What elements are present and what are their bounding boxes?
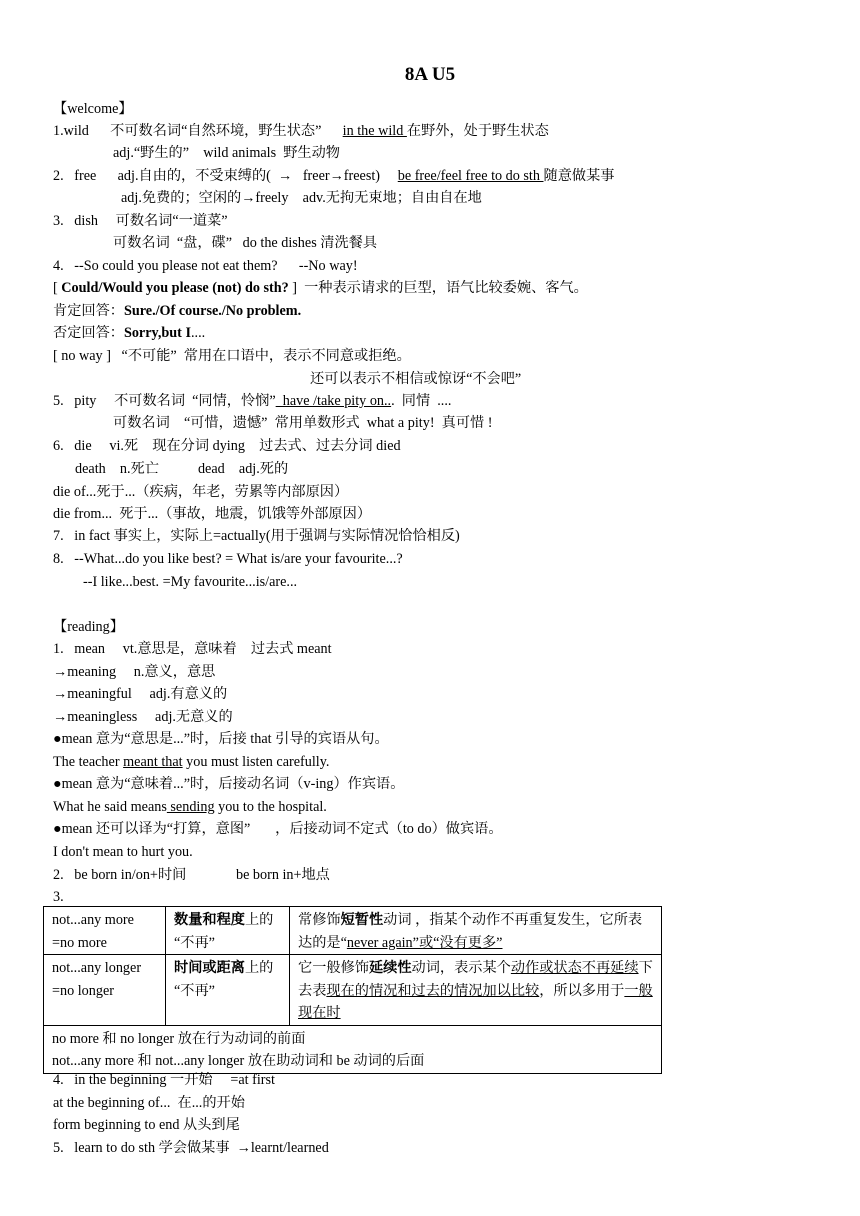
beginning-line-1: 4. in the beginning 一开始 =at first — [53, 1072, 275, 1088]
table-row — [44, 1025, 662, 1073]
table-cell — [44, 907, 166, 955]
cell-text: 上的 — [244, 960, 274, 976]
cell-line: not...any more 和 not...any longer 放在助动词和 be 动词的后面 — [52, 1053, 425, 1069]
negative-answers: Sorry,but I — [123, 325, 191, 341]
comparison-table — [43, 906, 662, 1074]
cell-text: 动词，表示某个 — [411, 960, 511, 976]
cell-line: not...any longer — [52, 960, 142, 976]
pity-phrase: have /take pity on.. — [275, 393, 392, 409]
cell-line: not...any more — [52, 912, 134, 928]
noway-line-2: 还可以表示不相信或惊讶“不会吧” — [310, 371, 522, 387]
free-phrase: be free/feel free to do sth — [397, 168, 544, 184]
positive-label: 肯定回答： — [53, 303, 124, 319]
wild-phrase: in the wild — [342, 123, 407, 139]
table-cell — [290, 907, 662, 955]
die-line-2: death n.死亡 dead adj.死的 — [75, 461, 289, 477]
die-line-3: die of...死于...（疾病，年老，劳累等内部原因） — [53, 484, 349, 500]
cell-text: 上的 — [244, 912, 274, 928]
wild-line-1 — [53, 122, 549, 140]
cell-line: =no more — [52, 934, 107, 951]
item-number-3: 3. — [53, 889, 64, 905]
positive-answers: Sure./Of course./No problem. — [123, 303, 302, 319]
table-cell — [166, 907, 290, 955]
mean-line-3: →meaningful adj.有意义的 — [53, 686, 228, 702]
noway-line-1: [ no way ] “不可能” 常用在口语中，表示不同意或拒绝。 — [53, 348, 411, 364]
mean-line-9: ●mean 还可以译为“打算，意图” ，后接动词不定式（to do）做宾语。 — [53, 821, 503, 837]
mean-line-10: I don't mean to hurt you. — [53, 844, 193, 860]
die-line-4: die from... 死于...（事故，地震，饥饿等外部原因） — [53, 506, 372, 522]
free-line-1 — [53, 167, 614, 185]
free-line-2: adj.免费的；空闲的→freely adv.无拘无束地；自由自在地 — [121, 190, 482, 206]
negative-ellipsis: .... — [190, 325, 206, 341]
example-rest: you must listen carefully. — [182, 754, 330, 770]
favourite-line-1: 8. --What...do you like best? = What is/are your favourite...? — [53, 551, 403, 567]
cell-line: =no longer — [52, 982, 114, 999]
mean-line-6 — [53, 753, 329, 771]
example-key: meant that — [123, 754, 183, 770]
page-title: 8A U5 — [404, 64, 456, 85]
example-text: The teacher — [53, 754, 124, 770]
negative-label: 否定回答： — [53, 325, 124, 341]
cell-line: no more 和 no longer 放在行为动词的前面 — [52, 1030, 306, 1047]
underlined-text: 一般现在时 — [298, 982, 653, 1021]
table-cell — [290, 955, 662, 1026]
bracket-open: [ — [53, 280, 62, 296]
bold-term: 数量和程度 — [174, 912, 245, 928]
mean-line-2: →meaning n.意义，意思 — [53, 664, 216, 680]
cell-text: 它一般修饰 — [298, 960, 369, 976]
could-pattern: Could/Would you please (not) do sth? — [61, 280, 289, 296]
table-row — [44, 955, 662, 1026]
mean-line-7: ●mean 意为“意味着...”时，后接动名词（v-ing）作宾语。 — [53, 776, 405, 792]
mean-line-1: 1. mean vt.意思是，意味着 过去式 meant — [53, 641, 332, 657]
underlined-text: 动作或状态不再延续 — [510, 960, 639, 976]
bold-term: 短暂性 — [340, 912, 384, 928]
pity-line-2: 可数名词 “可惜，遗憾” 常用单数形式 what a pity! 真可惜 ! — [113, 415, 493, 431]
beginning-line-2: at the beginning of... 在...的开始 — [53, 1095, 245, 1111]
table-cell — [166, 955, 290, 1026]
section-header-welcome: 【welcome】 — [53, 101, 133, 117]
pity-meaning: . 同情 .... — [391, 393, 452, 409]
die-line-1: 6. die vi.死 现在分词 dying 过去式、过去分词 died — [53, 438, 401, 454]
wild-line-2: adj.“野生的” wild animals 野生动物 — [113, 145, 340, 161]
example-rest: you to the hospital. — [214, 799, 327, 815]
underlined-text: never again”或“没有更多” — [346, 934, 503, 951]
learn-line: 5. learn to do sth 学会做某事 →learnt/learned — [53, 1140, 329, 1156]
mean-line-8 — [53, 798, 327, 816]
mean-line-4: →meaningless adj.无意义的 — [53, 709, 233, 725]
free-text: 2. free adj.自由的，不受束缚的( → freer→freest) — [53, 168, 398, 184]
underlined-text: 现在的情况和过去的情况加以比较 — [326, 982, 540, 999]
pity-text: 5. pity 不可数名词 “同情，怜悯” — [53, 393, 276, 409]
bold-term: 延续性 — [368, 960, 412, 976]
table-cell — [44, 1025, 662, 1073]
could-line-3 — [53, 302, 301, 320]
favourite-line-2: --I like...best. =My favourite...is/are... — [83, 574, 298, 590]
example-key: sending — [166, 799, 215, 815]
table-cell — [44, 955, 166, 1026]
cell-text: 下去表 — [298, 960, 653, 999]
table-row — [44, 907, 662, 955]
cell-text: 动词 ，指某个动作不再重复发生，它所表达的是“ — [298, 912, 643, 951]
beginning-line-3: form beginning to end 从头到尾 — [53, 1117, 240, 1133]
cell-text: 常修饰 — [298, 912, 341, 928]
wild-meaning: 在野外，处于野生状态 — [406, 123, 549, 139]
infact-line: 7. in fact 事实上，实际上=actually(用于强调与实际情况恰恰相反) — [53, 528, 460, 544]
wild-text: 1.wild 不可数名词“自然环境，野生状态” — [53, 123, 343, 139]
dish-line-1: 3. dish 可数名词“一道菜” — [53, 213, 228, 229]
mean-line-5: ●mean 意为“意思是...”时，后接 that 引导的宾语从句。 — [53, 731, 389, 747]
cell-text: “不再” — [174, 982, 215, 999]
could-line-2 — [53, 279, 588, 297]
could-note: ] 一种表示请求的巨型，语气比较委婉、客气。 — [288, 280, 588, 296]
free-meaning: 随意做某事 — [543, 168, 615, 184]
bold-term: 时间或距离 — [174, 960, 245, 976]
section-header-reading: 【reading】 — [53, 619, 124, 635]
cell-text: ，所以多用于 — [539, 982, 625, 999]
born-line: 2. be born in/on+时间 be born in+地点 — [53, 867, 330, 883]
example-text: What he said means — [53, 799, 167, 815]
pity-line-1 — [53, 392, 451, 410]
could-line-4 — [53, 324, 205, 342]
dish-line-2: 可数名词 “盘，碟” do the dishes 清洗餐具 — [113, 235, 378, 251]
cell-text: “不再” — [174, 934, 215, 951]
could-line-1: 4. --So could you please not eat them? --No way! — [53, 258, 358, 274]
